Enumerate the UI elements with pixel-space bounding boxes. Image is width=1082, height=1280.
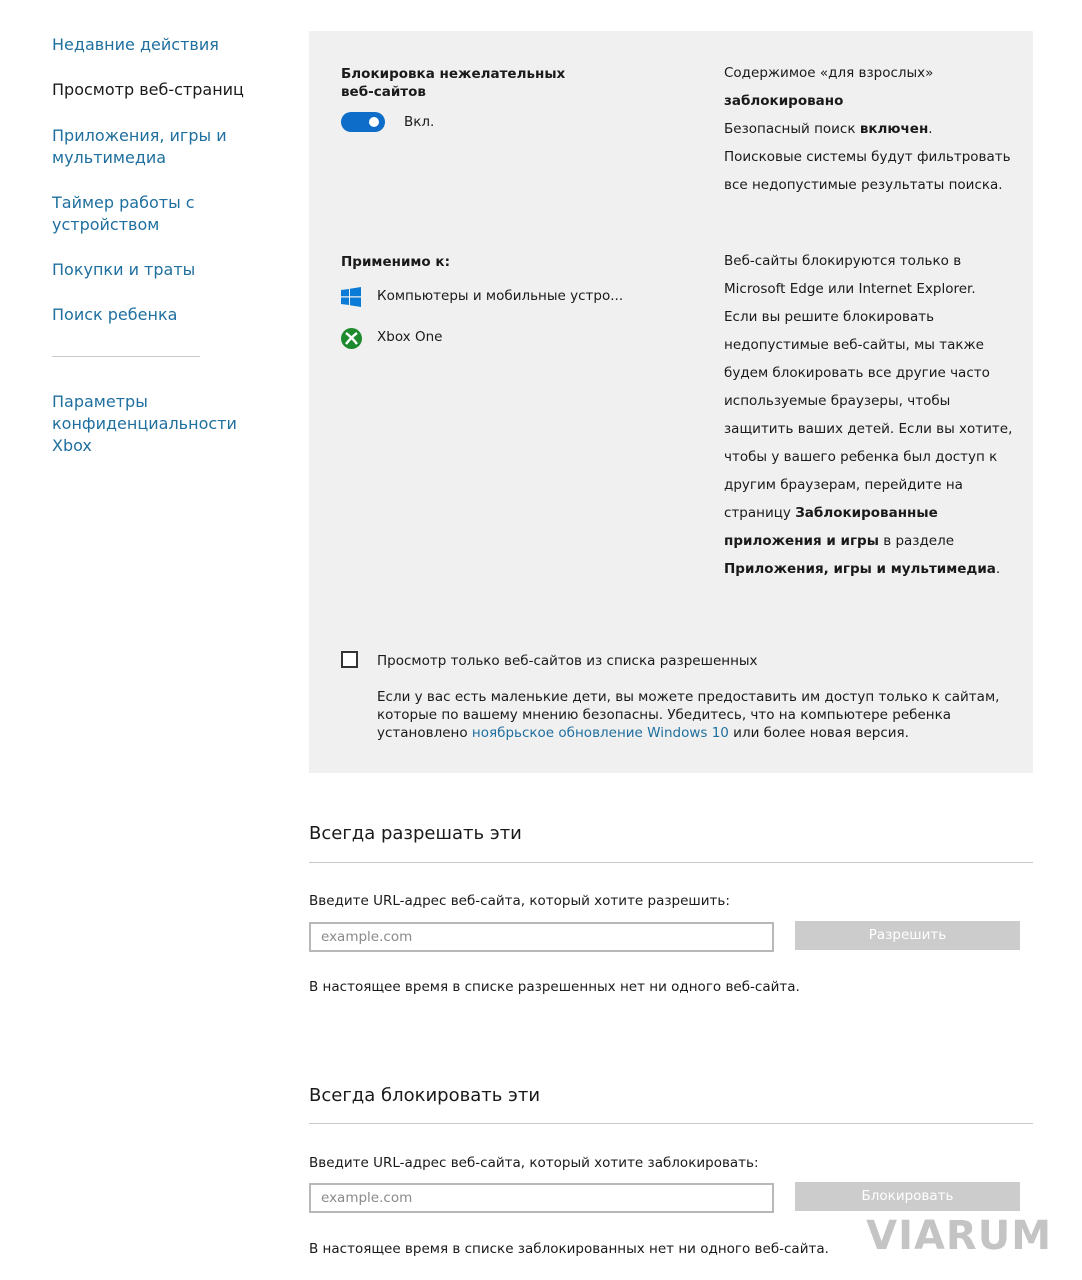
applies-desc-line: [724, 527, 1024, 555]
block-info-line: Содержимое «для взрослых»: [724, 65, 934, 81]
block-sites-title: Блокировка нежелательных веб-сайтов: [341, 66, 566, 100]
applies-desc-line: другим браузерам, перейдите на: [724, 477, 963, 493]
applies-desc-text: в разделе: [878, 533, 955, 549]
applies-desc-text: страницу: [724, 505, 796, 521]
applies-desc-line: [724, 499, 1024, 527]
allowlist-desc-text: установлено: [377, 725, 472, 741]
sidebar-divider: [52, 356, 200, 357]
applies-desc-line: используемые браузеры, чтобы: [724, 393, 951, 409]
block-info-text: Безопасный поиск: [724, 121, 860, 137]
device-xbox-label: Xbox One: [377, 329, 443, 345]
block-info-line: [724, 115, 1024, 143]
block-info-bold: включен: [859, 121, 929, 137]
windows-icon: [341, 287, 361, 307]
block-section-title: Всегда блокировать эти: [309, 1085, 541, 1106]
xbox-icon: [341, 328, 362, 349]
applies-desc-line: недопустимые веб-сайты, мы также: [724, 337, 984, 353]
block-section-divider: [309, 1123, 1033, 1124]
sidebar-item-find-child[interactable]: Поиск ребенка: [52, 305, 178, 324]
block-list-empty-text: В настоящее время в списке заблокированных нет ни одного веб-сайта.: [309, 1241, 829, 1257]
applies-desc-line: Microsoft Edge или Internet Explorer.: [724, 281, 976, 297]
viarum-watermark: VIARUM: [866, 1213, 1052, 1259]
sidebar-item-apps-games[interactable]: Приложения, игры и мультимедиа: [52, 126, 227, 167]
block-button[interactable]: Блокировать: [795, 1182, 1020, 1211]
sidebar-item-screen-time[interactable]: Таймер работы с устройством: [52, 193, 195, 234]
allowlist-desc-line: которые по вашему мнению безопасны. Убедитесь, что на компьютере ребенка: [377, 707, 952, 723]
toggle-state-label: Вкл.: [404, 114, 435, 130]
allowlist-only-checkbox[interactable]: [341, 651, 358, 668]
applies-desc-bold: Заблокированные: [795, 505, 938, 521]
device-windows-label: Компьютеры и мобильные устро...: [377, 288, 624, 304]
allow-list-empty-text: В настоящее время в списке разрешенных нет ни одного веб-сайта.: [309, 979, 800, 995]
applies-description: [724, 247, 1024, 583]
block-url-input[interactable]: [309, 1183, 774, 1213]
block-info-line: все недопустимые результаты поиска.: [724, 177, 1003, 193]
applies-desc-text: .: [995, 561, 1001, 577]
applies-desc-bold: приложения и игры: [724, 533, 879, 549]
block-url-prompt: Введите URL-адрес веб-сайта, который хотите заблокировать:: [309, 1155, 759, 1171]
applies-desc-line: Веб-сайты блокируются только в: [724, 253, 962, 269]
sidebar-item-web-browsing[interactable]: Просмотр веб-страниц: [52, 80, 244, 99]
allowlist-desc-text: или более новая версия.: [728, 725, 909, 741]
applies-to-title: Применимо к:: [341, 254, 450, 270]
windows-update-link[interactable]: ноябрьское обновление Windows 10: [471, 725, 729, 741]
block-info: [724, 59, 1024, 199]
applies-desc-line: защитить ваших детей. Если вы хотите,: [724, 421, 1013, 437]
allow-section-divider: [309, 862, 1033, 863]
applies-desc-line: Если вы решите блокировать: [724, 309, 935, 325]
applies-desc-bold: Приложения, игры и мультимедиа: [724, 561, 996, 577]
sidebar-item-recent-activity[interactable]: Недавние действия: [52, 35, 219, 54]
block-info-bold: заблокировано: [724, 93, 844, 109]
toggle-knob: [369, 117, 379, 127]
allow-section-title: Всегда разрешать эти: [309, 823, 522, 844]
allowlist-desc-line: [377, 724, 1017, 742]
applies-desc-line: чтобы у вашего ребенка был доступ к: [724, 449, 998, 465]
block-info-line: Поисковые системы будут фильтровать: [724, 149, 1011, 165]
sidebar-item-purchases[interactable]: Покупки и траты: [52, 260, 196, 279]
allowlist-only-label[interactable]: Просмотр только веб-сайтов из списка разрешенных: [377, 653, 758, 669]
block-sites-toggle[interactable]: [341, 112, 385, 132]
allow-url-input[interactable]: [309, 922, 774, 952]
allowlist-desc-line: Если у вас есть маленькие дети, вы можете предоставить им доступ только к сайтам,: [377, 689, 1000, 705]
block-info-line: [724, 87, 1024, 115]
applies-desc-line: будем блокировать все другие часто: [724, 365, 990, 381]
allowlist-only-description: [377, 688, 1017, 742]
allow-button[interactable]: Разрешить: [795, 921, 1020, 950]
applies-desc-line: [724, 555, 1024, 583]
block-info-text: .: [928, 121, 933, 137]
sidebar-item-xbox-privacy[interactable]: Параметры конфиденциальности Xbox: [52, 392, 237, 455]
allow-url-prompt: Введите URL-адрес веб-сайта, который хотите разрешить:: [309, 893, 730, 909]
